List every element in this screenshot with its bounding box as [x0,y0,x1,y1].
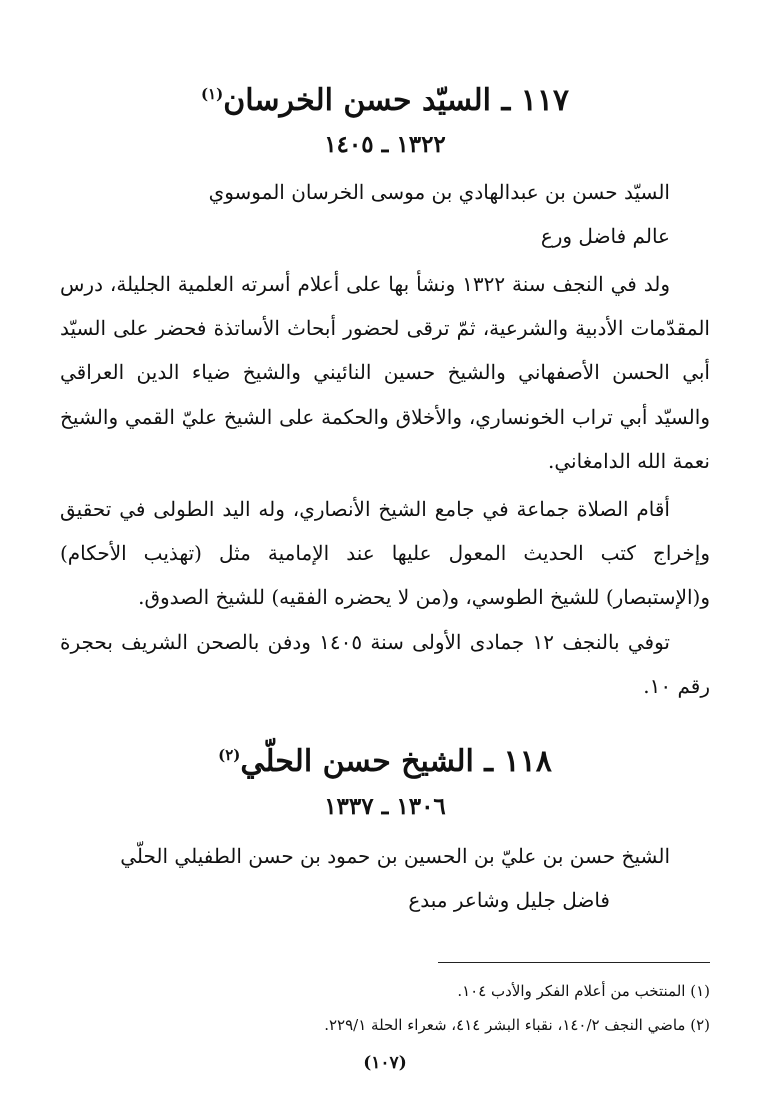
entry-full-name-118: الشيخ حسن بن عليّ بن الحسين بن حمود بن حسن الطفيلي الحلّي [120,844,670,868]
footnote-divider [438,962,710,963]
entry-paragraph-117-3 [60,620,710,708]
footnote-2: (٢) ماضي النجف ١٤٠/٢، نقباء البشر ٤١٤، شعراء الحلة ٢٢٩/١. [324,1016,710,1034]
entry-paragraph-117-2 [60,487,710,620]
entry-number: ١١٧ [520,83,570,118]
entry-dash: ـ [501,83,511,118]
footnote-1: (١) المنتخب من أعلام الفكر والأدب ١٠٤. [457,982,710,1000]
entry-years-118: ١٣٠٦ ـ ١٣٣٧ [324,793,446,820]
footnote-ref: (١) [200,85,224,103]
paragraph-text: ولد في النجف سنة ١٣٢٢ ونشأ بها على أعلام أسرته العلمية الجليلة، درس المقدّمات الأدبية والشرعية، ثمّ ترقى لحضور أبحاث الأساتذة فحضر على السيّد أبي الحسن الأصفهاني والشيخ حسين النائيني والشيخ ضياء الدين العراقي والسيّد أبي تراب الخونساري، والأخلاق والحكمة على الشيخ عليّ القمي والشيخ نعمة الله الدامغاني. [60,272,710,473]
paragraph-text: أقام الصلاة جماعة في جامع الشيخ الأنصاري، وله اليد الطولى في تحقيق وإخراج كتب الحديث المعول عليها عند الإمامية مثل (تهذيب الأحكام) و(الإستبصار) للشيخ الطوسي، و(من لا يحضره الفقيه) للشيخ الصدوق. [60,497,710,610]
entry-dash: ـ [484,744,494,779]
entry-name: السيّد حسن الخرسان [223,83,491,118]
entry-description-118: فاضل جليل وشاعر مبدع [408,888,610,912]
entry-number: ١١٨ [503,744,552,779]
entry-heading-117 [60,74,710,121]
entry-years-117: ١٣٢٢ ـ ١٤٠٥ [324,131,446,158]
entry-name: الشيخ حسن الحلّي [240,744,474,779]
entry-description-117: عالم فاضل ورع [540,224,670,248]
document-page [60,0,710,1105]
entry-full-name-117: السيّد حسن بن عبدالهادي بن موسى الخرسان الموسوي [208,180,670,204]
page-number: (١٠٧) [363,1053,407,1073]
entry-heading-118 [60,735,710,782]
footnote-ref: (٢) [218,746,241,764]
entry-paragraph-117-1 [60,262,710,483]
paragraph-text: توفي بالنجف ١٢ جمادى الأولى سنة ١٤٠٥ ودفن بالصحن الشريف بحجرة رقم ١٠. [60,630,710,699]
